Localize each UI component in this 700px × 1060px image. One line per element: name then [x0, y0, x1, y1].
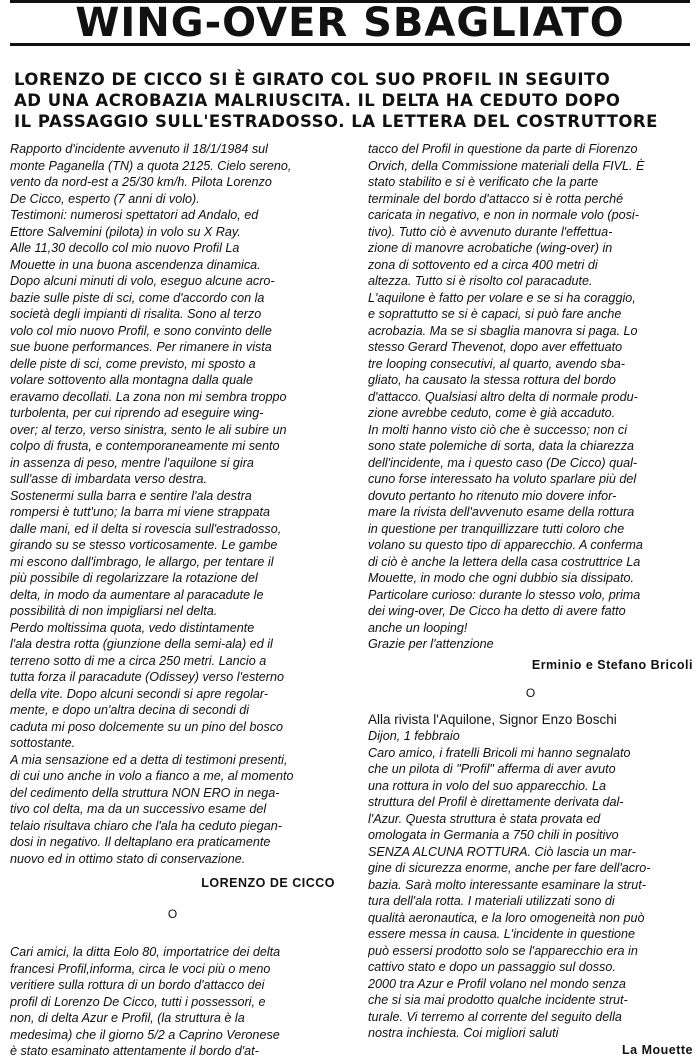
report-line: De Cicco, esperto (7 anni di volo). [10, 191, 200, 206]
report-line: volare sottovento alla montagna dalla quale [10, 373, 253, 387]
eolo-cont-line: Mouette, in modo che ogni dubbio sia dissipato. [368, 571, 635, 585]
report-line: over; al terzo, verso sinistra, sento le ali subire un [10, 422, 287, 437]
mouette-line: SENZA ALCUNA ROTTURA. Ciò lascia un mar- [368, 844, 636, 859]
report-line: tivo col delta, ma da un successivo esame del [10, 802, 267, 816]
eolo-letter-continued [368, 141, 693, 653]
lead-line: IL PASSAGGIO SULL'ESTRADOSSO. LA LETTERA DEL COSTRUTTORE [14, 112, 658, 131]
eolo-line: è stato esaminato attentamente il bordo d'at- [10, 1044, 259, 1058]
eolo-cont-line: zona di sottovento ed a circa 400 metri di [368, 257, 598, 272]
report-line: eravamo decollati. La zona non mi sembra troppo [10, 389, 287, 404]
report-line: società degli impianti di risalita. Sono al terzo [10, 307, 262, 321]
report-line: delta, in modo da aumentare al paracadute le [10, 587, 264, 602]
mouette-line: cattivo stato e dopo un passaggio sul dosso. [368, 960, 616, 974]
eolo-line: medesima) che il giorno 5/2 a Caprino Veronese [10, 1027, 280, 1042]
eolo-cont-line: zione avrebbe ceduto, come è già accaduto. [368, 406, 616, 420]
report-line: l'ala destra rotta (giunzione della semi-ala) ed il [10, 637, 273, 651]
eolo-line: veritiere sulla rottura di un bordo d'attacco dei [10, 978, 265, 992]
report-line: Testimoni: numerosi spettatori ad Andalo, ed [10, 208, 259, 222]
report-line: colpo di frusta, e contemporaneamente mi sento [10, 439, 280, 453]
eolo-cont-line: d'attacco. Qualsiasi altro delta di normale produ- [368, 389, 638, 404]
lead-line: LORENZO DE CICCO SI È GIRATO COL SUO PROFIL IN SEGUITO [14, 70, 611, 89]
report-line: Rapporto d'incidente avvenuto il 18/1/1984 sul [10, 142, 268, 156]
report-line: telaio risultava chiaro che l'ala ha ceduto piegan- [10, 818, 282, 833]
bricoli-signature: Erminio e Stefano Bricoli [531, 657, 693, 672]
eolo-line: non, di delta Azur e Profil, (la struttura è la [10, 1011, 245, 1025]
incident-report [10, 141, 335, 867]
report-line: mi escono dall'imbrago, le allargo, per tentare il [10, 554, 274, 569]
report-line: mente, e dopo un'altra decina di secondi di [10, 703, 250, 717]
mouette-line: 2000 tra Azur e Profil volano nel mondo senza [368, 976, 626, 991]
eolo-cont-line: e soprattutto se si è capaci, si può fare anche [368, 307, 622, 321]
report-line: Dopo alcuni minuti di volo, eseguo alcune acro- [10, 274, 275, 288]
article-lead [14, 69, 690, 132]
eolo-cont-line: mare la rivista dell'avvenuto esame della rottura [368, 505, 635, 519]
report-line: sue buone performances. Per rimanere in vista [10, 340, 272, 354]
eolo-cont-line: Particolare curioso: durante lo stesso volo, prima [368, 587, 641, 602]
mouette-line: omologata in Germania a 750 chili in positivo [368, 828, 619, 842]
mouette-line: turale. Vi terremo al corrente del seguito della [368, 1009, 622, 1024]
eolo-line: francesi Profil,informa, circa le voci più o meno [10, 961, 271, 976]
eolo-line: profil di Lorenzo De Cicco, tutti i possessori, e [10, 994, 266, 1009]
eolo-cont-line: caricata in negativo, e non in normale volo (posi- [368, 208, 639, 222]
mouette-line: bazia. Sarà molto interessante esaminare la strut- [368, 877, 646, 892]
eolo-cont-line: terminale del bordo d'attacco si è rotta perché [368, 191, 624, 206]
mouette-line: una rottura in volo del suo apparecchio. La [368, 778, 607, 793]
eolo-line: Cari amici, la ditta Eolo 80, importatrice dei delta [10, 945, 281, 959]
report-line: caduta mi poso dolcemente su un pino del bosco [10, 719, 284, 734]
eolo-cont-line: cuno forse interessato ha voluto sparlare più del [368, 472, 637, 486]
report-line: monte Paganella (TN) a quota 2125. Cielo sereno, [10, 158, 292, 173]
eolo-cont-line: acrobazia. Ma se si sbaglia manovra si paga. Lo [368, 323, 638, 338]
report-line: rompersi è tutt'uno; la barra mi viene strappata [10, 505, 271, 519]
section-separator-right: O [525, 686, 536, 700]
report-line: dosi in negativo. Il deltaplano era praticamente [10, 835, 271, 849]
report-line: Alle 11,30 decollo col mio nuovo Profil La [10, 241, 240, 255]
report-line: vento da nord-est a 25/30 km/h. Pilota Lorenzo [10, 175, 272, 189]
mouette-line: nostra inchiesta. Coi migliori saluti [368, 1026, 559, 1040]
mouette-line: Caro amico, i fratelli Bricoli mi hanno segnalato [368, 745, 631, 760]
report-line: girando su se stesso vorticosamente. Le gambe [10, 538, 278, 552]
eolo-cont-line: In molti hanno visto ciò che è successo; non ci [368, 422, 628, 437]
report-line: nuovo ed in ottimo stato di conservazione. [10, 851, 246, 866]
eolo-cont-line: altezza. Tutto si è risolto col paracadute. [368, 274, 593, 288]
article-title: WING-OVER SBAGLIATO [10, 0, 690, 46]
report-line: bazie sulle piste di sci, come d'accordo con la [10, 290, 265, 305]
eolo-cont-line: Orvich, della Commissione materiali della FIVL. È [368, 158, 645, 173]
eolo-cont-line: in questione per tranquillizzare tutti coloro che [368, 521, 625, 536]
report-line: Sostenermi sulla barra e sentire l'ala destra [10, 488, 252, 503]
letter-address: Alla rivista l'Aquilone, Signor Enzo Boschi [368, 711, 617, 727]
report-line: turbolenta, per cui riprendo ad eseguire wing- [10, 406, 264, 420]
eolo-cont-line: sono state polemiche di sorta, data la chiarezza [368, 439, 635, 453]
report-line: della vite. Dopo alcuni secondi si apre regolar- [10, 686, 269, 701]
eolo-cont-line: tacco del Profil in questione da parte di Fiorenzo [368, 142, 638, 156]
eolo-cont-line: L'aquilone è fatto per volare e se si ha coraggio, [368, 290, 636, 305]
report-signature: LORENZO DE CICCO [201, 876, 335, 890]
report-line: dalle mani, ed il delta si rovescia sull'estradosso, [10, 521, 282, 536]
eolo-cont-line: stato stabilito e si è verificato che la parte [368, 175, 599, 189]
section-separator: O [167, 906, 178, 921]
report-line: Perdo moltissima quota, vedo distintamente [10, 620, 255, 635]
mouette-line: può essersi prodotto solo se l'apparecchio era in [368, 943, 638, 958]
eolo-cont-line: stesso Gerard Thevenot, dopo aver effettuato [368, 340, 623, 354]
report-line: in assenza di peso, mentre l'aquilone si gira [10, 455, 254, 470]
mouette-line: tura dell'ala rotta. I materiali utilizzati sono di [368, 894, 615, 908]
mouette-line: struttura del Profil è direttamente derivata dal- [368, 795, 624, 809]
lead-line: AD UNA ACROBAZIA MALRIUSCITA. IL DELTA HA CEDUTO DOPO [14, 91, 621, 110]
eolo-cont-line: dovuto pertanto ho ritenuto mio dovere infor- [368, 488, 617, 503]
report-line: più possibile di regolarizzare la rotazione del [10, 571, 258, 585]
eolo-cont-line: di ciò è anche la lettera della casa costruttrice La [368, 554, 641, 569]
report-line: del cedimento della struttura NON ERO in nega- [10, 785, 280, 800]
report-line: delle piste di sci, come previsto, mi sposto a [10, 356, 256, 371]
report-line: A mia sensazione ed a detta di testimoni presenti, [10, 752, 288, 767]
mouette-line: essere messa in causa. L'incidente in questione [368, 927, 636, 941]
eolo-cont-line: zione di manovre acrobatiche (wing-over) in [368, 241, 613, 255]
eolo-cont-line: gliato, ha causato la stessa rottura del bordo [368, 373, 616, 387]
report-line: sottostante. [10, 736, 76, 750]
eolo-cont-line: volano su questo tipo di apparecchio. A conferma [368, 538, 643, 552]
mouette-letter [368, 745, 693, 1042]
report-line: Mouette in una buona ascendenza dinamica. [10, 257, 261, 272]
eolo-cont-line: Grazie per l'attenzione [368, 637, 494, 651]
report-line: di cui uno anche in volo a fianco a me, al momento [10, 769, 294, 783]
mouette-line: l'Azur. Questa struttura è stata provata ed [368, 811, 601, 826]
report-line: terreno sotto di me a circa 250 metri. Lancio a [10, 653, 267, 668]
left-column [10, 141, 335, 1060]
mouette-line: gine di sicurezza enorme, anche per fare dell'acro- [368, 861, 651, 875]
report-line: Ettore Salvemini (pilota) in volo su X Ray. [10, 224, 241, 239]
mouette-line: qualità aeronautica, e la loro omogeneità non può [368, 910, 645, 925]
eolo-cont-line: dei wing-over, De Cicco ha detto di avere fatto [368, 604, 626, 618]
eolo-letter [10, 944, 335, 1060]
eolo-cont-line: anche un looping! [368, 620, 468, 635]
report-line: tutta forza il paracadute (Odissey) verso l'esterno [10, 670, 284, 684]
mouette-line: che si sia mai prodotto qualche incidente strut- [368, 993, 628, 1007]
mouette-line: che un pilota di "Profil" afferma di aver avuto [368, 762, 616, 776]
letter-place-date: Dijon, 1 febbraio [368, 729, 460, 743]
report-line: volo col mio nuovo Profil, e sono convinto delle [10, 323, 272, 338]
eolo-cont-line: tre looping consecutivi, al quarto, avendo sba- [368, 356, 625, 371]
eolo-cont-line: dell'incidente, ma i questo caso (De Cicco) qual- [368, 455, 638, 470]
report-line: possibilità di non impigliarsi nel delta. [10, 604, 218, 618]
right-column [368, 141, 693, 1058]
eolo-cont-line: tivo). Tutto ciò è avvenuto durante l'effettua- [368, 224, 613, 239]
mouette-signature: La Mouette [622, 1042, 693, 1057]
report-line: sull'asse di imbardata verso destra. [10, 472, 207, 486]
